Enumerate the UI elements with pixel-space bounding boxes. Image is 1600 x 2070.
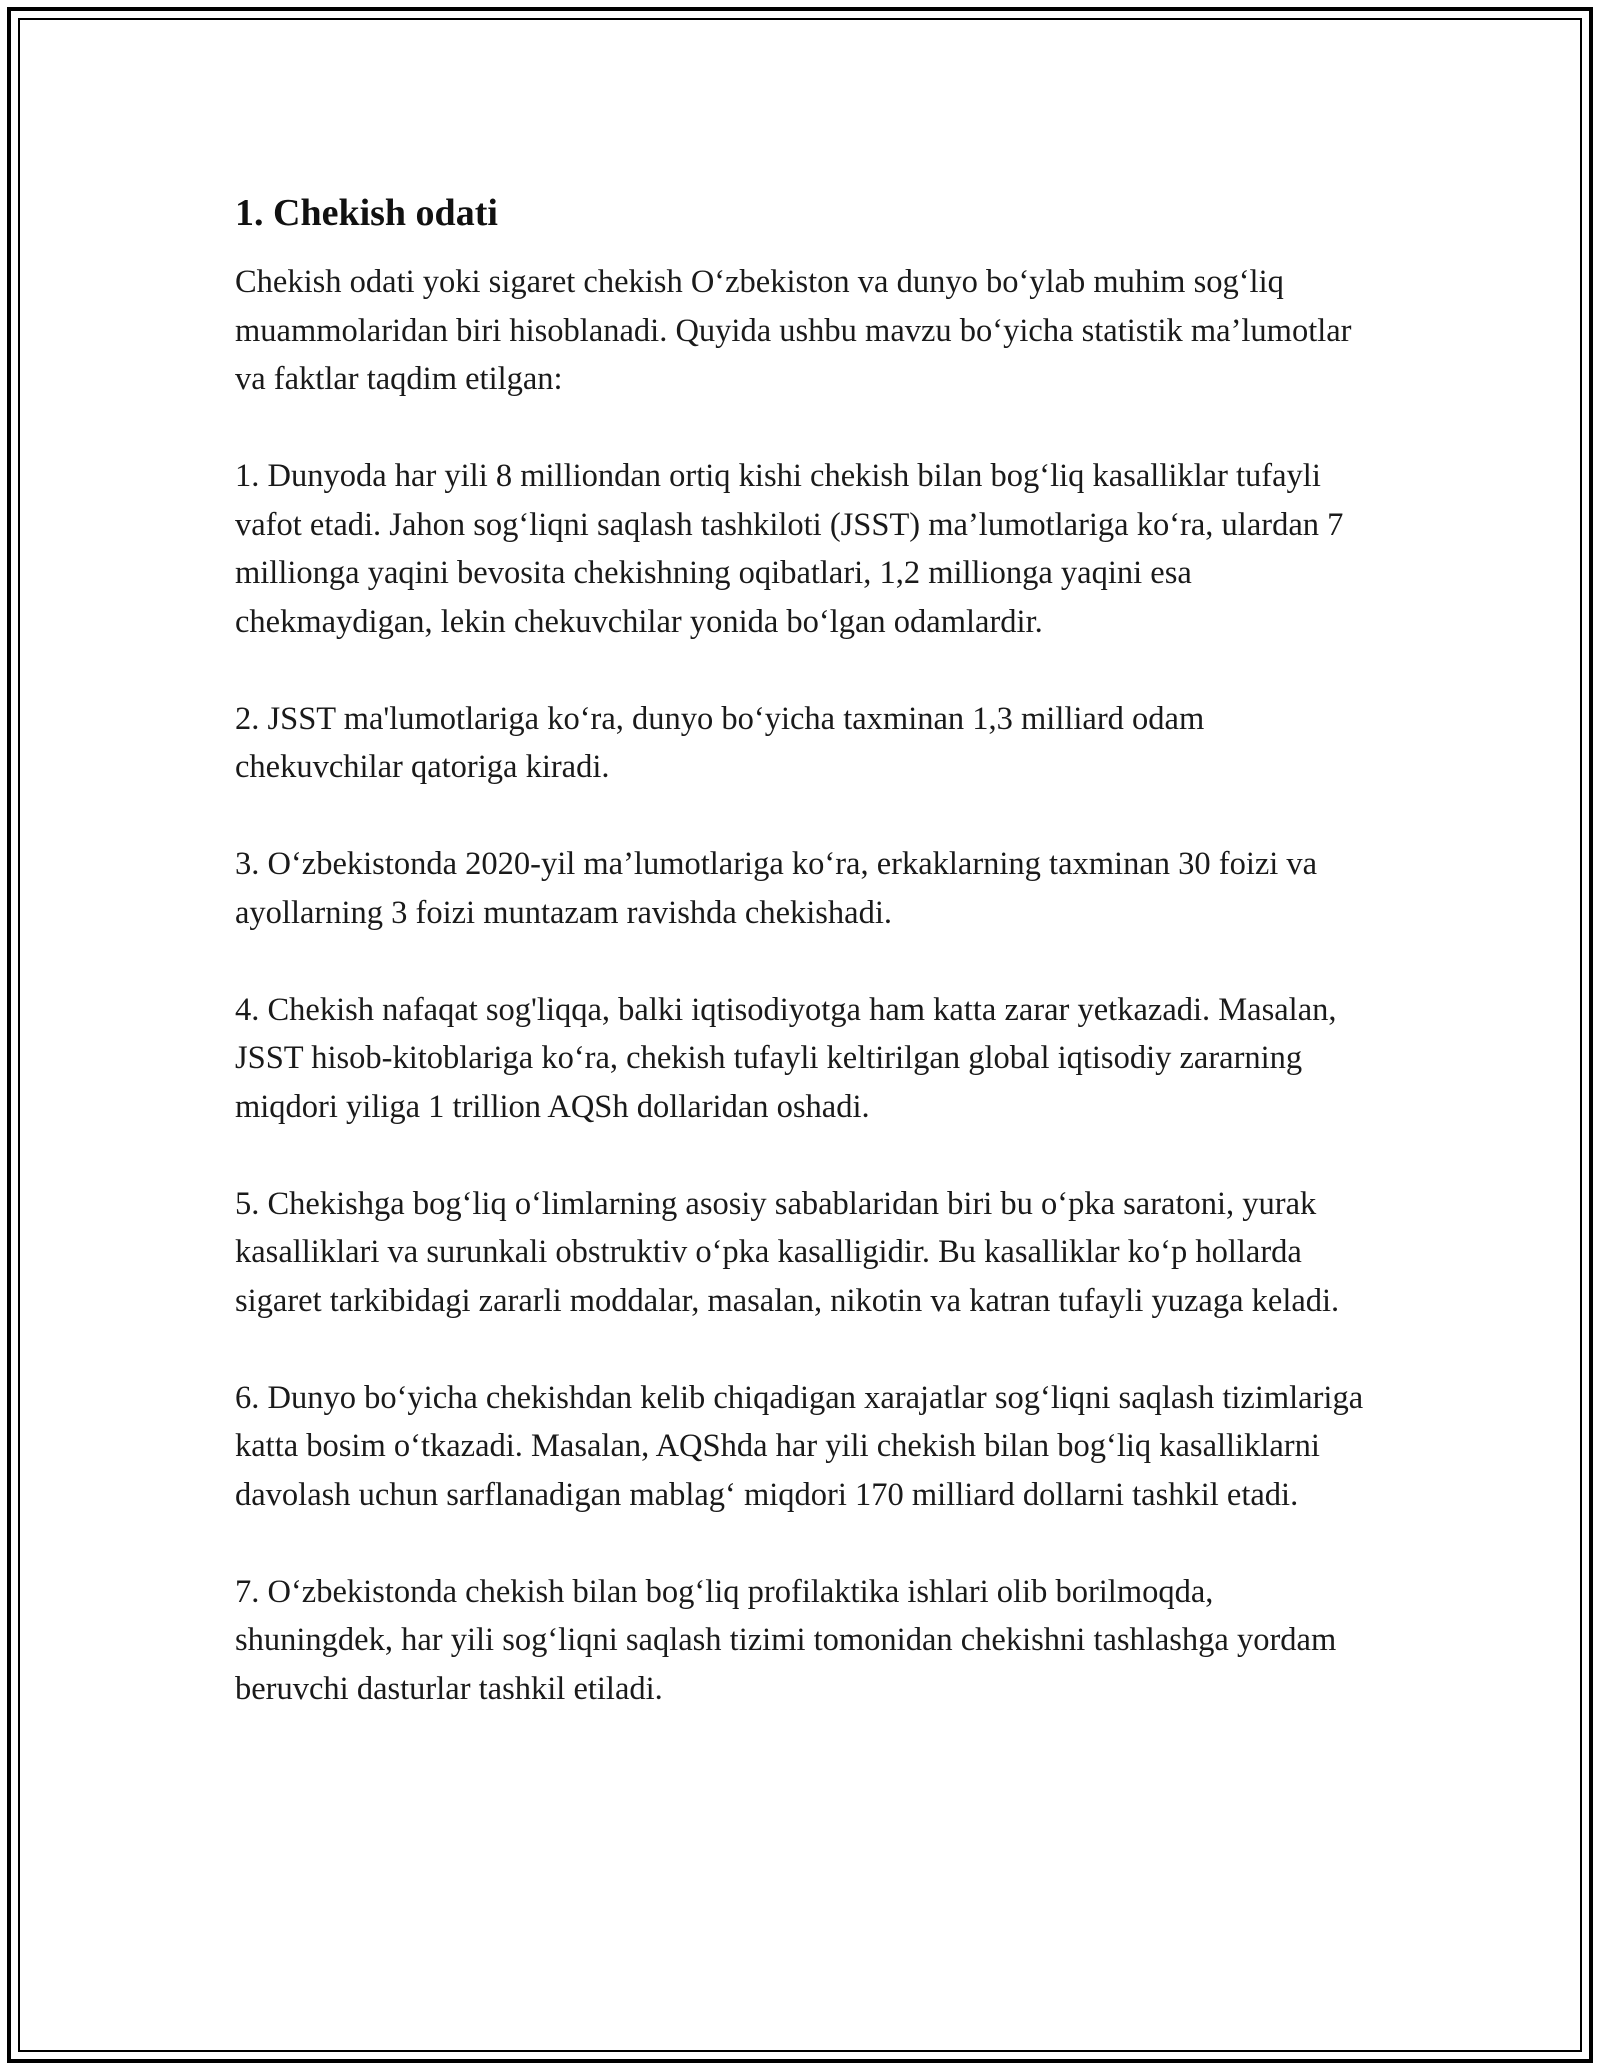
list-item-2: 2. JSST ma'lumotlariga ko‘ra, dunyo bo‘yicha taxminan 1,3 milliard odam chekuvchilar qatoriga kiradi. (235, 700, 1205, 785)
list-item-1: 1. Dunyoda har yili 8 milliondan ortiq kishi chekish bilan bog‘liq kasalliklar tufayli vafot etadi. Jahon sog‘liqni saqlash tashkiloti (JSST) ma’lumotlariga ko‘ra, ulardan 7 millionga yaqini bevosita chekishning oqibatlari, 1,2 millionga yaqini esa chekmaydigan, lekin chekuvchilar yonida bo‘lgan odamlardir. (235, 458, 1344, 640)
document-body (235, 186, 1375, 1762)
list-item-3: 3. O‘zbekistonda 2020-yil ma’lumotlariga ko‘ra, erkaklarning taxminan 30 foizi va ayollarning 3 foizi muntazam ravishda chekishadi. (235, 846, 1318, 931)
intro-paragraph: Chekish odati yoki sigaret chekish O‘zbekiston va dunyo bo‘ylab muhim sog‘liq muammolaridan biri hisoblanadi. Quyida ushbu mavzu bo‘yicha statistik ma’lumotlar va faktlar taqdim etilgan: (235, 264, 1352, 397)
section-heading: 1. Chekish odati (235, 192, 498, 234)
list-item-6: 6. Dunyo bo‘yicha chekishdan kelib chiqadigan xarajatlar sog‘liqni saqlash tizimlariga katta bosim o‘tkazadi. Masalan, AQShda har yili chekish bilan bog‘liq kasalliklarni davolash uchun sarflanadigan mablag‘ miqdori 170 milliard dollarni tashkil etadi. (235, 1379, 1364, 1513)
list-item-5: 5. Chekishga bog‘liq o‘limlarning asosiy sabablaridan biri bu o‘pka saratoni, yurak kasalliklari va surunkali obstruktiv o‘pka kasalligidir. Bu kasalliklar ko‘p hollarda sigaret tarkibidagi zararli moddalar, masalan, nikotin va katran tufayli yuzaga keladi. (235, 1185, 1340, 1319)
list-item-7: 7. O‘zbekistonda chekish bilan bog‘liq profilaktika ishlari olib borilmoqda, shuningdek, har yili sog‘liqni saqlash tizimi tomonidan chekishni tashlashga yordam beruvchi dasturlar tashkil etiladi. (235, 1573, 1337, 1707)
list-item-4: 4. Chekish nafaqat sog'liqqa, balki iqtisodiyotga ham katta zarar yetkazadi. Masalan, JSST hisob-kitoblariga ko‘ra, chekish tufayli keltirilgan global iqtisodiy zararning miqdori yiliga 1 trillion AQSh dollaridan oshadi. (235, 991, 1337, 1125)
